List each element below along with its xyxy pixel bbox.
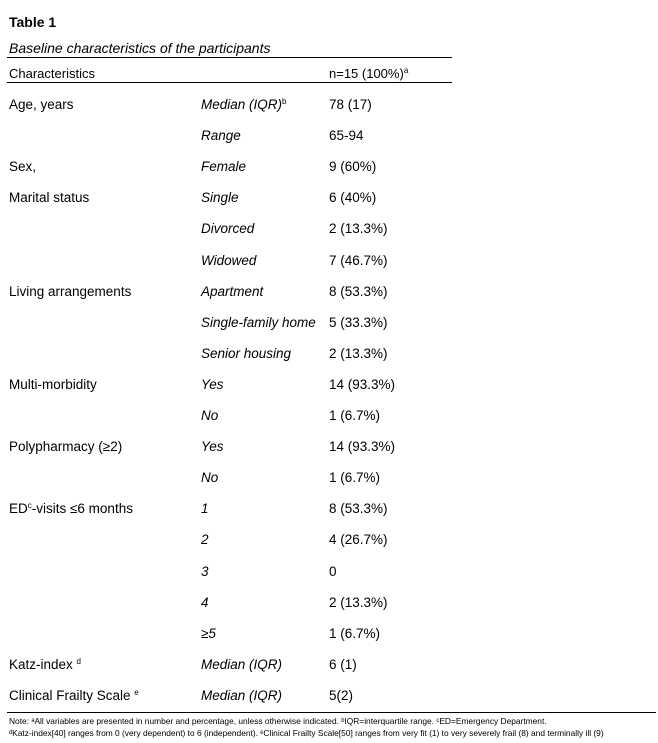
row-value: 1 (6.7%) xyxy=(329,408,381,423)
row-category-text: ≥5 xyxy=(201,625,216,641)
row-category-text: Female xyxy=(201,159,247,175)
row-category xyxy=(201,595,209,610)
top-rule xyxy=(7,57,452,58)
row-characteristic xyxy=(9,190,89,205)
row-value: 1 (6.7%) xyxy=(329,470,381,486)
row-category xyxy=(201,315,316,330)
row-category-text: Median (IQR) xyxy=(201,656,283,672)
table-caption: Baseline characteristics of the participants xyxy=(9,40,271,56)
row-category-text: 3 xyxy=(201,563,209,579)
row-category xyxy=(201,439,224,454)
table-label: Table 1 xyxy=(9,14,57,30)
row-category-text: Median (IQR) xyxy=(201,97,283,112)
table-row xyxy=(0,253,658,271)
row-category-text: Range xyxy=(201,128,241,144)
row-category-text: Senior housing xyxy=(201,345,292,361)
row-value: 8 (53.3%) xyxy=(329,501,388,517)
row-value: 5(2) xyxy=(329,687,354,703)
bottom-rule xyxy=(7,712,656,713)
table-row xyxy=(0,470,658,488)
row-category xyxy=(201,564,209,579)
row-category xyxy=(201,501,209,516)
header-rule xyxy=(7,82,452,83)
row-category xyxy=(201,221,254,236)
table-row xyxy=(0,688,658,706)
table-row xyxy=(0,190,658,208)
table-row xyxy=(0,439,658,457)
row-category-text: Apartment xyxy=(201,283,264,299)
table-row xyxy=(0,315,658,333)
row-category-text: No xyxy=(201,470,219,486)
table-row xyxy=(0,532,658,550)
table-row xyxy=(0,564,658,582)
table-note-line-2: ᵈKatz-index[40] ranges from 0 (very dependent) to 6 (independent). ᵉClinical Frailty Scale[50] ranges from very fit (1) to very severely frail (8) and terminally ill (9) xyxy=(9,728,604,738)
row-characteristic-footnote: e xyxy=(134,687,139,697)
row-value: 4 (26.7%) xyxy=(329,532,388,548)
row-characteristic-text: Clinical Frailty Scale xyxy=(9,687,135,703)
row-category xyxy=(201,284,263,299)
row-value: 6 (1) xyxy=(329,656,357,672)
header-count xyxy=(329,66,408,81)
row-category-text: Yes xyxy=(201,376,224,392)
row-category xyxy=(201,626,216,641)
table-row xyxy=(0,97,658,115)
row-category-text: Widowed xyxy=(201,252,257,268)
row-value: 14 (93.3%) xyxy=(329,376,396,392)
row-category-text: Single-family home xyxy=(201,314,316,330)
row-characteristic-suffix: -visits ≤6 months xyxy=(31,501,133,517)
row-value: 78 (17) xyxy=(329,97,372,112)
row-value: 65-94 xyxy=(329,128,364,144)
row-characteristic-text: Sex, xyxy=(9,159,37,175)
row-value: 2 (13.3%) xyxy=(329,345,388,361)
row-characteristic xyxy=(9,284,131,299)
row-category-text: Yes xyxy=(201,439,224,455)
table-row xyxy=(0,159,658,177)
table-row xyxy=(0,221,658,239)
row-characteristic-text: Marital status xyxy=(9,190,90,206)
header-count-text: n=15 (100%) xyxy=(329,66,404,81)
row-category xyxy=(201,470,218,485)
table-row xyxy=(0,346,658,364)
row-characteristic xyxy=(9,688,139,703)
row-characteristic-text: Multi-morbidity xyxy=(9,376,97,392)
row-category xyxy=(201,657,282,672)
table-row xyxy=(0,657,658,675)
row-value: 0 xyxy=(329,563,337,579)
row-value: 7 (46.7%) xyxy=(329,252,388,268)
table-row xyxy=(0,626,658,644)
row-category xyxy=(201,346,291,361)
table-row xyxy=(0,501,658,519)
row-characteristic xyxy=(9,501,133,516)
table-row xyxy=(0,408,658,426)
row-category-text: Single xyxy=(201,190,239,206)
row-category xyxy=(201,532,209,547)
row-category xyxy=(201,408,218,423)
row-characteristic xyxy=(9,97,74,112)
row-characteristic xyxy=(9,159,36,174)
row-category xyxy=(201,377,224,392)
row-category-text: 4 xyxy=(201,594,209,610)
row-characteristic-footnote: c xyxy=(27,501,32,511)
row-value: 8 (53.3%) xyxy=(329,283,388,299)
table-row xyxy=(0,284,658,302)
row-characteristic-footnote: d xyxy=(76,656,81,666)
row-value: 5 (33.3%) xyxy=(329,314,388,330)
row-category xyxy=(201,190,239,205)
row-characteristic xyxy=(9,377,97,392)
row-category-text: Median (IQR) xyxy=(201,687,283,703)
row-value: 2 (13.3%) xyxy=(329,221,388,237)
row-characteristic xyxy=(9,439,122,454)
row-characteristic-text: ED xyxy=(9,501,28,517)
row-characteristic-text: Katz-index xyxy=(9,656,77,672)
row-characteristic-text: Living arrangements xyxy=(9,283,132,299)
row-category-text: 1 xyxy=(201,501,209,517)
table-note-line-1: Note: ᵃAll variables are presented in number and percentage, unless otherwise indicated. ᵇIQR=interquartile range. ᶜED=Emergency Department. xyxy=(9,716,547,726)
row-value: 9 (60%) xyxy=(329,159,377,175)
row-category xyxy=(201,159,246,174)
row-category-text: Divorced xyxy=(201,221,255,237)
row-category xyxy=(201,97,286,112)
row-value: 2 (13.3%) xyxy=(329,594,388,610)
table-row xyxy=(0,595,658,613)
row-category xyxy=(201,128,241,143)
header-characteristics: Characteristics xyxy=(9,66,95,81)
row-category-text: No xyxy=(201,408,219,423)
header-count-footnote: a xyxy=(403,66,409,75)
row-category-text: 2 xyxy=(201,532,209,548)
row-value: 6 (40%) xyxy=(329,190,377,206)
row-value: 1 (6.7%) xyxy=(329,625,381,641)
row-category xyxy=(201,253,256,268)
row-characteristic xyxy=(9,657,81,672)
table-row xyxy=(0,377,658,395)
table-row xyxy=(0,128,658,146)
row-characteristic-text: Age, years xyxy=(9,97,74,112)
row-category xyxy=(201,688,282,703)
row-characteristic-text: Polypharmacy (≥2) xyxy=(9,439,123,455)
row-value: 14 (93.3%) xyxy=(329,439,396,455)
row-category-footnote: b xyxy=(282,97,287,106)
